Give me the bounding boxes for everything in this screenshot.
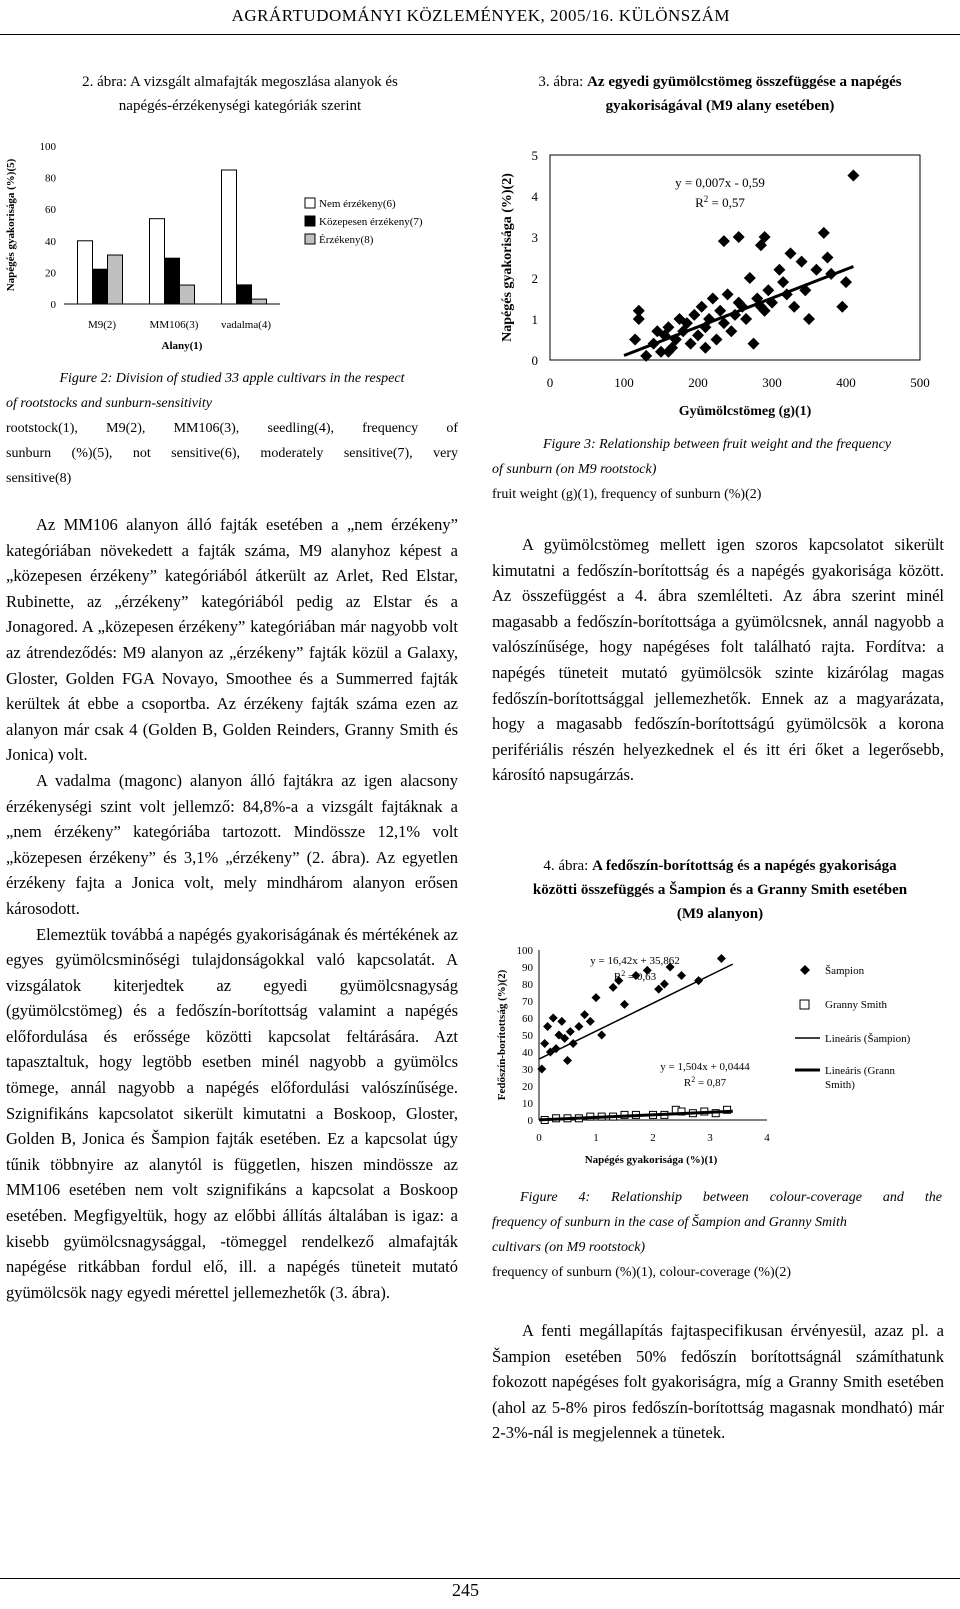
page-number: 245 xyxy=(452,1580,479,1600)
fig4-granny-smith-r-squared: $R^2 = 0,87$ xyxy=(683,1075,727,1089)
fig3-data-point xyxy=(629,334,641,346)
fig2-y-tick-label: 0 xyxy=(50,299,56,311)
fig2-legend-swatch xyxy=(305,198,315,208)
fig3-data-point xyxy=(773,264,785,276)
fig3-data-point xyxy=(688,309,700,321)
fig4-sampion-point xyxy=(677,971,686,980)
fig4-y-tick-label: 100 xyxy=(516,945,533,957)
fig4-sampion-equation: y = 16,42x + 35,862 xyxy=(590,955,680,967)
fig4-x-tick-label: 0 xyxy=(536,1132,542,1144)
fig4-y-tick-label: 10 xyxy=(522,1098,533,1110)
journal-title: AGRÁRTUDOMÁNYI KÖZLEMÉNYEK, 2005/16. KÜLÖNSZÁM xyxy=(231,6,730,25)
fig3-y-tick-label: 0 xyxy=(531,353,538,368)
fig4-legend-granny-marker xyxy=(800,1000,809,1009)
right-paragraph-1: A gyümölcstömeg mellett igen szoros kapcsolatot sikerült kimutatni a fedőszín-borítottság és a napégés gyakorisága között. Az összefüggést a 4. ábra szemlélteti. Az ábra szerint minél magasabb a fedőszín-borítottsága a gyümölcsnek, annál nagyobb a valószínűsége, hogy napégéses folt található rajta. Fordítva: a napégés tüneteit mutató gyümölcsök szinte kizárólag magas fedőszín-borítottsággal jellemezhetők. Ennek az a magyarázata, hogy a magasabb fedőszín-borítottságú gyümölcsök a korona perifériális részén helyezkednek el és itt éri őket a legerősebb, károsító napsugárzás. xyxy=(492,535,944,785)
fig2-caption xyxy=(10,70,470,118)
page-footer-rule xyxy=(0,1578,960,1579)
fig3-data-point xyxy=(692,329,704,341)
fig2-x-tick-label: MM106(3) xyxy=(149,319,199,331)
fig2-bar xyxy=(78,241,93,304)
fig4-en-caption-line1: Figure 4: Relationship between colour-coverage and the xyxy=(520,1190,942,1205)
fig2-bar-chart xyxy=(0,138,470,368)
fig4-caption-line2: közötti összefüggés a Šampion és a Granny Smith esetében xyxy=(532,882,908,898)
fig2-legend-label: Érzékeny(8) xyxy=(319,234,374,246)
fig2-en-caption-line2: of rootstocks and sunburn-sensitivity xyxy=(6,396,212,411)
fig4-y-tick-label: 90 xyxy=(522,962,533,974)
fig3-data-point xyxy=(696,301,708,313)
fig3-data-point xyxy=(762,284,774,296)
fig4-en-caption-line3: cultivars (on M9 rootstock) xyxy=(492,1240,646,1255)
fig3-x-axis-label: Gyümölcstömeg (g)(1) xyxy=(678,404,812,419)
fig3-caption-line1: Az egyedi gyümölcstömeg összefüggése a napégés xyxy=(587,74,902,90)
fig4-y-tick-label: 60 xyxy=(522,1013,533,1025)
page-header xyxy=(0,0,960,35)
fig4-sampion-point xyxy=(592,993,601,1002)
fig4-y-tick-label: 20 xyxy=(522,1081,533,1093)
fig3-data-point xyxy=(685,338,697,350)
fig3-y-tick-label: 1 xyxy=(531,312,538,327)
fig3-data-point xyxy=(788,301,800,313)
fig4-en-caption xyxy=(492,1185,942,1285)
fig2-legend-line3: sensitive(8) xyxy=(6,471,72,486)
fig2-bar xyxy=(108,255,123,304)
fig3-data-point xyxy=(810,264,822,276)
fig3-en-caption xyxy=(492,432,942,507)
fig3-scatter-chart xyxy=(495,135,950,430)
fig3-data-point xyxy=(840,276,852,288)
fig3-data-point xyxy=(803,313,815,325)
fig4-sampion-point xyxy=(543,1022,552,1031)
fig3-en-caption-line1: Figure 3: Relationship between fruit weight and the frequency xyxy=(542,437,892,452)
fig4-y-tick-label: 50 xyxy=(522,1030,533,1042)
fig4-legend-granny-label: Granny Smith xyxy=(825,999,888,1011)
fig4-sampion-point xyxy=(580,1010,589,1019)
fig4-caption xyxy=(490,854,950,926)
right-column-text-1 xyxy=(492,532,944,788)
fig3-y-tick-label: 5 xyxy=(531,148,538,163)
fig4-legend-sampion-linear-label: Lineáris (Šampion) xyxy=(825,1033,911,1045)
fig4-sampion-r-squared: $R^2 = 0,63$ xyxy=(613,969,657,983)
fig2-en-caption-line1: Figure 2: Division of studied 33 apple cultivars in the respect xyxy=(59,371,405,386)
fig3-data-point xyxy=(822,252,834,264)
fig2-legend-line2: sunburn (%)(5), not sensitive(6), moderately sensitive(7), very xyxy=(6,446,458,461)
fig3-data-point xyxy=(633,313,645,325)
fig3-y-tick-label: 2 xyxy=(531,271,538,286)
fig4-sampion-point xyxy=(549,1014,558,1023)
fig3-data-point xyxy=(847,170,859,182)
right-paragraph-2: A fenti megállapítás fajtaspecifikusan érvényesül, azaz pl. a Šampion esetében 50% fedőszín borítottságnál számíthatunk fokozott napégéses folt gyakoriságra, míg a Granny Smith esetében (ahol az 5-8% piros fedőszín-borítottság magasnak mondható) már 2-3%-nál is megjelennek a tünetek. xyxy=(492,1321,944,1443)
fig2-y-tick-label: 60 xyxy=(45,204,56,217)
fig4-caption-prefix: 4. ábra: xyxy=(543,858,589,874)
fig3-data-point xyxy=(725,325,737,337)
fig3-data-point xyxy=(733,231,745,243)
fig3-data-point xyxy=(711,334,723,346)
fig3-data-point xyxy=(740,313,752,325)
fig4-x-tick-label: 2 xyxy=(650,1132,656,1144)
fig3-caption-line2: gyakoriságával (M9 alany esetében) xyxy=(605,98,835,114)
right-column-text-2 xyxy=(492,1318,944,1446)
fig3-data-point xyxy=(748,338,760,350)
fig4-x-tick-label: 3 xyxy=(707,1132,713,1144)
fig2-legend-swatch xyxy=(305,216,315,226)
fig3-data-point xyxy=(744,272,756,284)
fig4-sampion-point xyxy=(557,1017,566,1026)
fig4-y-tick-label: 70 xyxy=(522,996,533,1008)
fig4-sampion-point xyxy=(540,1039,549,1048)
fig2-x-axis-label: Alany(1) xyxy=(161,340,203,352)
fig4-caption-line1: A fedőszín-borítottság és a napégés gyakorisága xyxy=(592,858,897,874)
fig2-x-tick-label: M9(2) xyxy=(87,319,117,331)
fig4-legend-sampion-label: Šampion xyxy=(825,965,865,977)
fig4-sampion-point xyxy=(563,1056,572,1065)
fig2-y-tick-label: 20 xyxy=(45,267,56,280)
fig4-scatter-chart xyxy=(495,935,950,1185)
fig3-data-point xyxy=(785,247,797,259)
fig4-en-caption-line2: frequency of sunburn in the case of Šampion and Granny Smith xyxy=(492,1215,847,1230)
fig3-y-tick-label: 4 xyxy=(531,189,538,204)
fig3-data-point xyxy=(777,276,789,288)
fig3-trendline xyxy=(624,267,853,356)
fig3-x-tick-label: 400 xyxy=(836,375,856,390)
fig3-caption-prefix: 3. ábra: xyxy=(538,74,584,90)
fig2-y-tick-label: 80 xyxy=(45,172,56,185)
fig2-y-tick-label: 40 xyxy=(45,235,56,248)
fig4-y-tick-label: 40 xyxy=(522,1047,533,1059)
fig4-sampion-point xyxy=(574,1022,583,1031)
fig2-bar xyxy=(180,285,195,304)
fig4-x-tick-label: 4 xyxy=(764,1132,770,1144)
left-column-text xyxy=(6,512,458,1305)
fig3-x-tick-label: 100 xyxy=(614,375,634,390)
fig3-data-point xyxy=(718,235,730,247)
left-paragraph-3: Elemeztük továbbá a napégés gyakoriságának és mértékének az egyes gyümölcsminőségi tulajdonságokkal való kapcsolatát. A vizsgálatok kiterjedtek az egyedi gyümölcsnagyság (gyümölcstömeg) és a fedőszín-borítottság valamint a napégés előfordulása és erőssége közötti kapcsolat feltárására. Azt tapasztaltuk, hogy legtöbb esetben minél nagyobb a gyümölcs tömege, annál nagyobb a napégés előfordulási valószínűsége. Szignifikáns kapcsolatot sikerült kimutatni a Boskoop, Gloster, Golden B, Jonica és Šampion fajták esetében. Ez a kapcsolat úgy tűnik többnyire az alanytól is független, hiszen mindössze az MM106 esetében nem volt szignifikáns a kapcsolat a Boskoop esetében. Megfigyeltük, hogy az előbbi állítás általában is igaz: a kisebb gyümölcsnagysággal, -tömeggel rendelkező almafajták napégése ritkábban fordul elő, ill. a napégés tüneteit mutató gyümölcsök nagy egyedi mérettel jellemezhetők (3. ábra). xyxy=(6,924,458,1302)
fig3-data-point xyxy=(722,288,734,300)
fig3-data-point xyxy=(818,227,830,239)
fig2-bar xyxy=(222,170,237,304)
fig3-r-squared: $R^2 = 0,57$ xyxy=(695,194,745,210)
fig2-legend-line1: rootstock(1), M9(2), MM106(3), seedling(4), frequency of xyxy=(6,421,458,436)
fig3-data-point xyxy=(836,301,848,313)
fig3-y-tick-label: 3 xyxy=(531,230,538,245)
fig4-legend-line: frequency of sunburn (%)(1), colour-coverage (%)(2) xyxy=(492,1265,792,1280)
fig4-granny-smith-equation: y = 1,504x + 0,0444 xyxy=(660,1061,750,1073)
fig2-x-tick-label: vadalma(4) xyxy=(220,319,272,331)
fig2-y-axis-label: Napégés gyakorisága (%)(5) xyxy=(5,158,17,292)
fig3-legend-line: fruit weight (g)(1), frequency of sunburn (%)(2) xyxy=(492,487,762,502)
fig3-x-tick-label: 500 xyxy=(910,375,930,390)
fig4-sampion-point xyxy=(717,954,726,963)
fig4-legend-granny-linear-label-2: Smith) xyxy=(825,1079,855,1091)
fig3-x-tick-label: 0 xyxy=(546,375,554,390)
fig4-x-tick-label: 1 xyxy=(593,1132,599,1144)
fig3-data-point xyxy=(707,293,719,305)
fig2-caption-line2: napégés-érzékenységi kategóriák szerint xyxy=(118,98,362,114)
fig3-data-point xyxy=(796,256,808,268)
fig2-bar xyxy=(252,299,267,304)
fig2-caption-line1: 2. ábra: A vizsgált almafajták megoszlása alanyok és xyxy=(82,74,398,90)
fig2-bar xyxy=(150,219,165,304)
fig4-sampion-point xyxy=(597,1031,606,1040)
fig4-sampion-point xyxy=(566,1027,575,1036)
fig4-legend-sampion-marker xyxy=(800,965,810,975)
fig2-legend-label: Közepesen érzékeny(7) xyxy=(319,216,423,228)
fig3-en-caption-line2: of sunburn (on M9 rootstock) xyxy=(492,462,657,477)
fig2-legend-label: Nem érzékeny(6) xyxy=(319,198,396,210)
fig3-x-tick-label: 300 xyxy=(762,375,782,390)
fig2-bar xyxy=(237,285,252,304)
fig3-data-point xyxy=(699,342,711,354)
fig2-legend-swatch xyxy=(305,234,315,244)
fig4-x-axis-label: Napégés gyakorisága (%)(1) xyxy=(584,1154,718,1166)
fig4-caption-line3: (M9 alanyon) xyxy=(676,906,764,922)
fig4-y-tick-label: 30 xyxy=(522,1064,533,1076)
fig4-legend-granny-linear-label: Lineáris (Grann xyxy=(825,1065,895,1077)
fig4-y-axis-label: Fedőszín-borítottság (%)(2) xyxy=(496,969,508,1101)
left-paragraph-1: Az MM106 alanyon álló fajták esetében a „nem érzékeny” kategóriában növekedett a fajták száma, M9 alanyhoz képest a „közepesen érzékeny” kategóriából átkerült az Arlet, Red Elstar, Rubinette, az „érzékeny” kategóriából pedig az Elstar és a Jonagored. A „közepesen érzékeny” kategóriában már nagyobb volt az átrendeződés: M9 alanyon az „érzékeny” fajták közül a Galaxy, Gloster, Golden FGA Novayo, Smoothee és a Summerred fajták kerültek át ebbe a csoportba. Az érzékeny fajták száma ezen az alanyon már csak 4 (Golden B, Golden Reinders, Granny Smith és Jonica) volt. xyxy=(6,515,458,765)
fig3-caption xyxy=(490,70,950,118)
fig4-y-tick-label: 80 xyxy=(522,979,533,991)
fig4-sampion-point xyxy=(620,1000,629,1009)
fig4-y-tick-label: 0 xyxy=(527,1115,533,1127)
fig3-x-tick-label: 200 xyxy=(688,375,708,390)
fig2-y-tick-label: 100 xyxy=(39,141,56,153)
fig4-sampion-point xyxy=(609,983,618,992)
fig2-en-caption xyxy=(6,366,458,491)
fig3-equation: y = 0,007x - 0,59 xyxy=(675,175,765,190)
fig4-sampion-point xyxy=(586,1017,595,1026)
fig3-y-axis-label: Napégés gyakorisága (%)(2) xyxy=(500,173,515,342)
fig2-bar xyxy=(93,269,108,304)
fig2-bar xyxy=(165,258,180,304)
left-paragraph-2: A vadalma (magonc) alanyon álló fajtákra az igen alacsony érzékenységi szint volt jellemző: 84,8%-a a vizsgált fajtáknak a „nem érzékeny” kategóriába tartozott. Mindössze 12,1% volt „közepesen érzékeny” és 3,1% „érzékeny” (2. ábra). Az egyetlen érzékeny fajta a Jonica volt, mely mindhárom alanyon erősen károsodott. xyxy=(6,770,458,918)
